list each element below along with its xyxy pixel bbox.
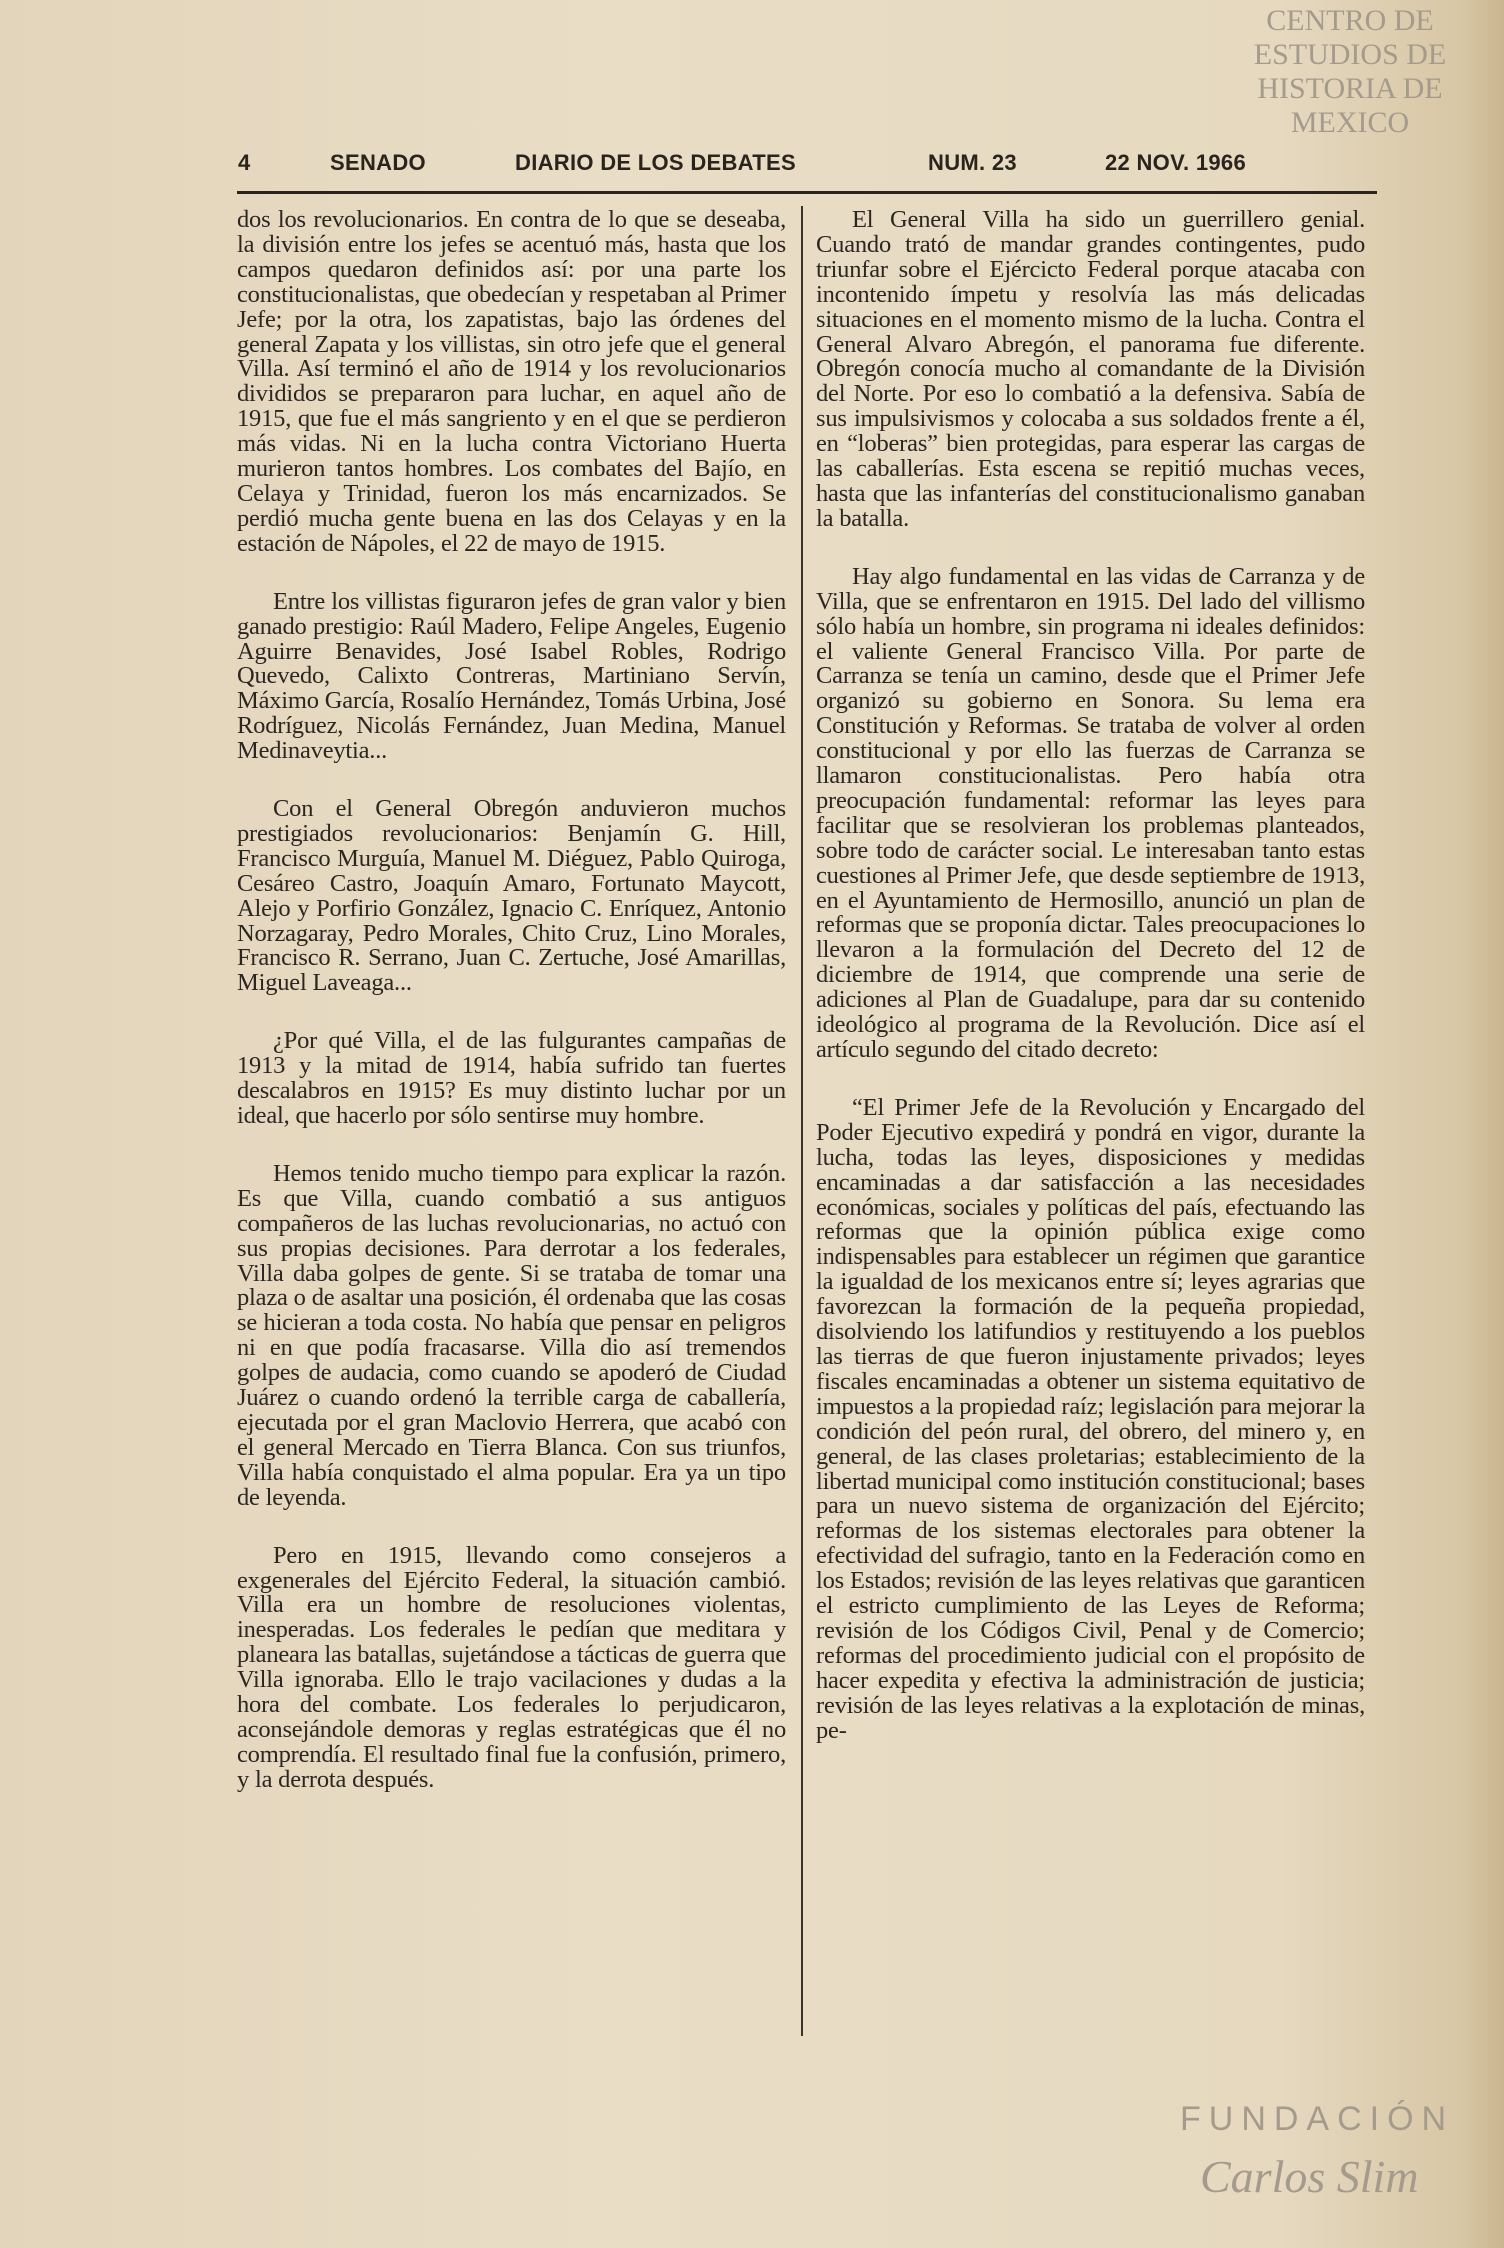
issue-date: 22 NOV. 1966 bbox=[1105, 150, 1247, 175]
column-divider bbox=[801, 206, 803, 2036]
chamber-name: SENADO bbox=[330, 150, 426, 175]
paragraph: ¿Por qué Villa, el de las fulgurantes campañas de 1913 y la mitad de 1914, había sufrido tan fuertes descalabros en 1915? Es muy distinto luchar por un ideal, que hacerlo por sólo sentirse muy hombre. bbox=[237, 1027, 786, 1129]
paragraph: Con el General Obregón anduvieron muchos prestigiados revolucionarios: Benjamín G. Hill, Francisco Murguía, Manuel M. Diéguez, Pablo Quiroga, Cesáreo Castro, Joaquín Amaro, Fortunato Maycott, Alejo y Porfirio González, Ignacio C. Enríquez, Antonio Norzagaray, Pedro Morales, Chito Cruz, Lino Morales, Francisco R. Serrano, Juan C. Zertuche, José Amarillas, Miguel Laveaga... bbox=[237, 795, 786, 997]
paragraph: El General Villa ha sido un guerrillero genial. Cuando trató de mandar grandes contingentes, pudo triunfar sobre el Ejércicto Federal porque atacaba con incontenido ímpetu y resolvía las más delicadas situaciones en el momento mismo de la lucha. Contra el General Alvaro Abregón, el panorama fue diferente. Obregón conocía mucho al comandante de la División del Norte. Por eso lo combatió a la defensiva. Sabía de sus impulsivismos y colocaba a sus soldados frente a él, en “loberas” bien protegidas, para esperar las cargas de las caballerías. Esta escena se repitió muchas veces, hasta que las infanterías del constitucionalismo ganaban la batalla. bbox=[816, 206, 1365, 532]
paragraph: dos los revolucionarios. En contra de lo que se deseaba, la división entre los jefes se acentuó más, hasta que los campos quedaron definidos así: por una parte los constitucionalistas, que obedecían y respetaban al Primer Jefe; por la otra, los zapatistas, bajo las órdenes del general Zapata y los villistas, sin otro jefe que el general Villa. Así terminó el año de 1914 y los revolucionarios divididos se prepararon para luchar, en aquel año de 1915, que fue el más sangriento y en el que se perdieron más vidas. Ni en la lucha contra Victoriano Huerta murieron tantos hombres. Los combates del Bajío, en Celaya y Trinidad, fueron los más encarnizados. Se perdió mucha gente buena en las dos Celayas y en la estación de Nápoles, el 22 de mayo de 1915. bbox=[237, 206, 786, 557]
paragraph: Hay algo fundamental en las vidas de Carranza y de Villa, que se enfrentaron en 1915. Del lado del villismo sólo había un hombre, sin programa ni ideales definidos: el valiente General Francisco Villa. Por parte de Carranza se tenía un camino, desde que el Primer Jefe organizó su gobierno en Sonora. Su lema era Constitución y Reformas. Se trataba de volver al orden constitucional y por ello las fuerzas de Carranza se llamaron constitucionalistas. Pero había otra preocupación fundamental: reformar las leyes para facilitar que se resolvieran los problemas planteados, sobre todo de carácter social. Le interesaban tanto estas cuestiones al Primer Jefe, que desde septiembre de 1913, en el Ayuntamiento de Hermosillo, anunció un plan de reformas que se proponía dictar. Tales preocupaciones lo llevaron a la formulación del Decreto del 12 de diciembre de 1914, que comprende una serie de adiciones al Plan de Guadalupe, para dar su contenido ideológico al programa de la Revolución. Dice así el artículo segundo del citado decreto: bbox=[816, 562, 1365, 1063]
issue-number: NUM. 23 bbox=[928, 150, 1017, 175]
paragraph: Hemos tenido mucho tiempo para explicar la razón. Es que Villa, cuando combatió a sus antiguos compañeros de las luchas revolucionarias, no actuó con sus propias decisiones. Para derrotar a los federales, Villa daba golpes de gente. Si se trataba de tomar una plaza o de asaltar una posición, él ordenaba que las cosas se hicieran a toda costa. No había que pensar en peligros ni en que podía fracasarse. Villa dio así tremendos golpes de audacia, como cuando se apoderó de Ciudad Juárez o cuando ordenó la terrible carga de caballería, ejecutada por el gran Maclovio Herrera, que acabó con el general Mercado en Tierra Blanca. Con sus triunfos, Villa había conquistado el alma popular. Era ya un tipo de leyenda. bbox=[237, 1159, 786, 1511]
watermark-institution: CENTRO DE ESTUDIOS DE HISTORIA DE MEXICO bbox=[1253, 4, 1447, 139]
header-rule bbox=[237, 191, 1377, 194]
paragraph: Pero en 1915, llevando como consejeros a exgenerales del Ejército Federal, la situación cambió. Villa era un hombre de resoluciones violentas, inesperadas. Los federales le pedían que meditara y planeara las batallas, sujetándose a tácticas de guerra que Villa ignoraba. Ello le trajo vacilaciones y dudas a la hora del combate. Los federales lo perjudicaron, aconsejándole demoras y reglas estratégicas que él no comprendía. El resultado final fue la confusión, primero, y la derrota después. bbox=[237, 1541, 786, 1793]
left-column bbox=[237, 208, 786, 1826]
paragraph: Entre los villistas figuraron jefes de gran valor y bien ganado prestigio: Raúl Madero, Felipe Angeles, Eugenio Aguirre Benavides, José Isabel Robles, Rodrigo Quevedo, Calixto Contreras, Martiniano Servín, Máximo García, Rosalío Hernández, Tomás Urbina, José Rodríguez, Nicolás Fernández, Juan Medina, Manuel Medinaveytia... bbox=[237, 587, 786, 765]
right-column bbox=[816, 208, 1365, 1776]
paragraph: “El Primer Jefe de la Revolución y Encargado del Poder Ejecutivo expedirá y pondrá en vigor, durante la lucha, todas las leyes, disposiciones y medidas encaminadas a dar satisfacción a las necesidades económicas, sociales y políticas del país, efectuando las reformas que la opinión pública exige como indispensables para establecer un régimen que garantice la igualdad de los mexicanos entre sí; leyes agrarias que favorezcan la formación de la pequeña propiedad, disolviendo los latifundios y restituyendo a los pueblos las tierras de que fueron injustamente privados; leyes fiscales encaminadas a obtener un sistema equitativo de impuestos a la propiedad raíz; legislación para mejorar la condición del peón rural, del obrero, del minero y, en general, de las clases proletarias; establecimiento de la libertad municipal como institución constitucional; bases para un nuevo sistema de organización del Ejército; reformas de los sistemas electorales para obtener la efectividad del sufragio, tanto en la Federación como en los Estados; revisión de las leyes relativas que garanticen el estricto cumplimiento de las Leyes de Reforma; revisión de los Códigos Civil, Penal y de Comercio; reformas del procedimiento judicial con el propósito de hacer expedita y efectiva la administración de justicia; revisión de las leyes relativas a la explotación de minas, pe- bbox=[816, 1093, 1365, 1744]
publication-title: DIARIO DE LOS DEBATES bbox=[515, 150, 796, 175]
page-number: 4 bbox=[238, 150, 251, 175]
watermark-foundation: FUNDACIÓN bbox=[1180, 2100, 1455, 2138]
watermark-signature: Carlos Slim bbox=[1200, 2151, 1419, 2202]
